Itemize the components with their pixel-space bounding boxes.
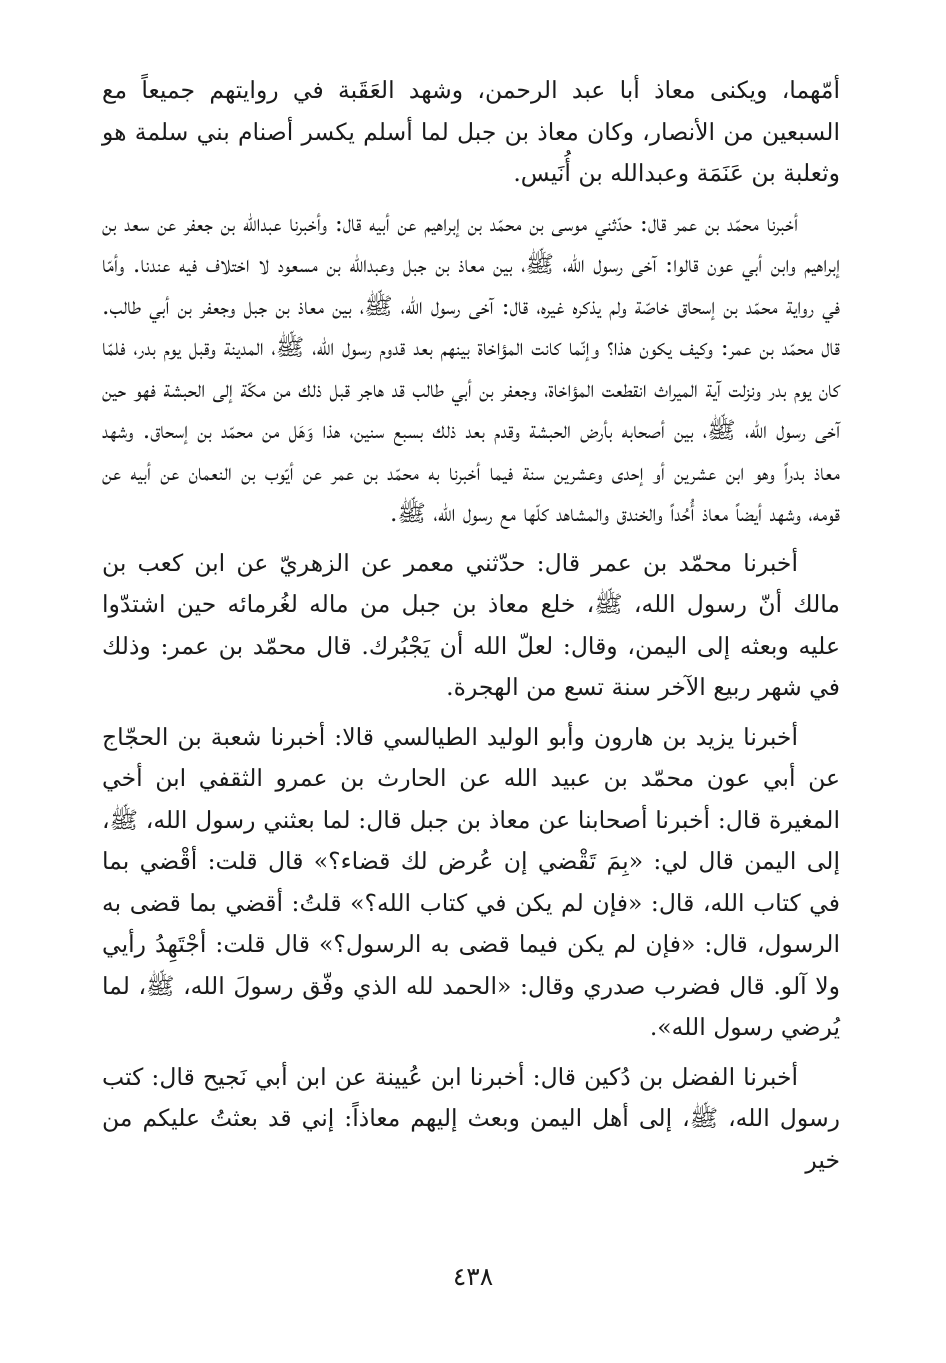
page-body: [102, 70, 840, 1290]
paragraph-4: أخبرنا يزيد بن هارون وأبو الوليد الطيالسي قالا: أخبرنا شعبة بن الحجّاج عن أبي عون محمّد بن عبيد الله عن الحارث بن عمرو الثقفي ابن أخي المغيرة قال: أخبرنا أصحابنا عن معاذ بن جبل قال: لما بعثني رسول الله، ﷺ، إلى اليمن قال لي: «بِمَ تَقْضي إن عُرض لك قضاء؟» قال قلت: أقْضي بما في كتاب الله، قال: «فإن لم يكن في كتاب الله؟» قلتُ: أقضي بما قضى به الرسول، قال: «فإن لم يكن فيما قضى به الرسول؟» قال قلت: أجْتَهِدُ رأيي ولا آلو. قال فضرب صدري وقال: «الحمد لله الذي وفّق رسولَ الله، ﷺ، لما يُرضي رسول الله».: [102, 722, 840, 1041]
paragraph-5: أخبرنا الفضل بن دُكين قال: أخبرنا ابن عُيينة عن ابن أبي نَجيح قال: كتب رسول الله، ﷺ، إلى أهل اليمن وبعث إليهم معاذاً: إني قد بعثتُ عليكم من خير: [102, 1062, 840, 1174]
paragraph-1: أمّهما، ويكنى معاذ أبا عبد الرحمن، وشهد العَقَبة في روايتهم جميعاً مع السبعين من الأنصار، وكان معاذ بن جبل لما أسلم يكسر أصنام بني سلمة هو وثعلبة بن عَنَمَة وعبدالله بن أُنَيس.: [102, 76, 840, 187]
paragraph-3: أخبرنا محمّد بن عمر قال: حدّثني معمر عن الزهريّ عن ابن كعب بن مالك أنّ رسول الله، ﷺ، خلع معاذ بن جبل من ماله لغُرمائه حين اشتدّوا عليه وبعثه إلى اليمن، وقال: لعلّ الله أن يَجْبُرك. قال محمّد بن عمر: وذلك في شهر ربيع الآخر سنة تسع من الهجرة.: [102, 548, 840, 701]
page-number: ٤٣٨: [452, 1262, 494, 1291]
paragraph-2: أخبرنا محمّد بن عمر قال: حدّثني موسى بن محمّد بن إبراهيم عن أبيه قال: وأخبرنا عبدالله بن جعفر عن سعد بن إبراهيم وابن أبي عون قالوا: آخى رسول الله، ﷺ، بين معاذ بن جبل وعبدالله بن مسعود لا اختلاف فيه عندنا. وأمّا في رواية محمّد بن إسحاق خاصّة ولم يذكره غيره، قال: آخى رسول الله، ﷺ، بين معاذ بن جبل وجعفر بن أبي طالب. قال محمّد بن عمر: وكيف يكون هذا؟ وإنّما كانت المؤاخاة بينهم بعد قدوم رسول الله، ﷺ، المدينة وقبل يوم بدر، فلمّا كان يوم بدر ونزلت آية الميراث انقطعت المؤاخاة، وجعفر بن أبي طالب قد هاجر قبل ذلك من مكّة إلى الحبشة فهو حين آخى رسول الله، ﷺ، بين أصحابه بأرض الحبشة وقدم بعد ذلك بسبع سنين، هذا وَهَل من محمّد بن إسحاق. وشهد معاذ بدراً وهو ابن عشرين أو إحدى وعشرين سنة فيما أخبرنا به محمّد بن عمر عن أيّوب بن النعمان عن أبيه عن قومه، وشهد أيضاً معاذ أُحُداً والخندق والمشاهد كلّها مع رسول الله، ﷺ.: [102, 208, 840, 527]
